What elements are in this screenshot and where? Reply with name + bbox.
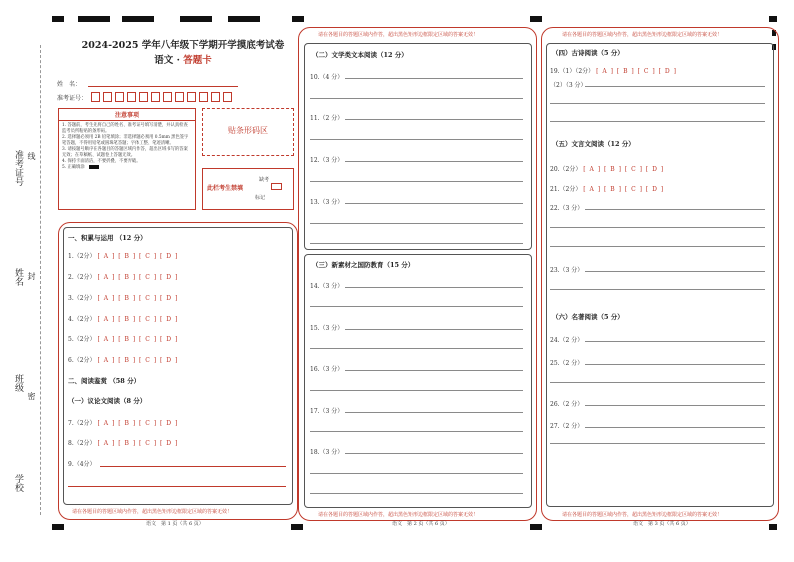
side-school-label: 学校 xyxy=(13,474,23,492)
side-seal-secret: 密 xyxy=(27,392,36,400)
timing-mark xyxy=(122,16,154,22)
section-1-title: 一、积累与运用 （12 分） xyxy=(68,234,147,242)
question-4[interactable]: 4.（2分） [ A ] [ B ] [ C ] [ D ] xyxy=(68,316,179,323)
answer-area-3 xyxy=(546,43,774,507)
absent-mark-2: 标记 xyxy=(255,195,266,201)
answer-line[interactable] xyxy=(550,121,765,122)
timing-mark xyxy=(228,16,260,22)
question-19-2: （2）（3 分） xyxy=(550,82,587,89)
section-2-title: 二、阅读鉴赏 （58 分） xyxy=(68,377,141,385)
absent-checkbox[interactable] xyxy=(271,183,282,190)
absent-mark-1: 缺考 xyxy=(259,177,270,183)
side-name-label: 姓名 xyxy=(13,268,23,286)
exam-title: 2024-2025 学年八年级下学期开学摸底考试卷 xyxy=(81,40,285,51)
notes-item-4: 4. 保持卡面清洁，不要折叠、不要弄破。 xyxy=(62,159,141,164)
answer-line[interactable] xyxy=(310,431,523,432)
answer-line[interactable] xyxy=(550,289,765,290)
answer-line[interactable] xyxy=(345,453,523,454)
id-digit-box[interactable] xyxy=(211,92,220,102)
answer-area-1 xyxy=(63,227,293,505)
id-digit-box[interactable] xyxy=(187,92,196,102)
answer-line[interactable] xyxy=(550,246,765,247)
question-25: 25.（2 分） xyxy=(550,360,584,367)
id-label: 准考证号： xyxy=(57,95,88,102)
timing-mark xyxy=(78,16,110,22)
timing-mark xyxy=(530,524,542,530)
answer-line[interactable] xyxy=(345,370,523,371)
question-22: 22.（3 分） xyxy=(550,205,584,212)
timing-mark xyxy=(769,16,777,22)
answer-line[interactable] xyxy=(310,181,523,182)
barcode-label: 贴条形码区 xyxy=(228,126,268,135)
question-16: 16.（3 分） xyxy=(310,366,344,373)
answer-area-2b xyxy=(304,254,532,508)
id-digit-box[interactable] xyxy=(223,92,232,102)
question-13: 13.（3 分） xyxy=(310,199,344,206)
question-2[interactable]: 2.（2分） [ A ] [ B ] [ C ] [ D ] xyxy=(68,274,179,281)
answer-line[interactable] xyxy=(585,405,765,406)
timing-mark xyxy=(180,16,212,22)
question-15: 15.（3 分） xyxy=(310,325,344,332)
answer-line[interactable] xyxy=(310,243,523,244)
page-footer-1: 语文 第 1 页（共 6 页） xyxy=(146,521,204,527)
question-9: 9.（4分） xyxy=(68,461,96,468)
answer-line[interactable] xyxy=(310,306,523,307)
side-class-label: 班级 xyxy=(13,374,23,392)
warning-text-3: 请在各题目的答题区域内作答，超出黑色矩形边框限定区域的答案无效！ xyxy=(562,32,723,38)
warning-text-2b: 请在各题目的答题区域内作答，超出黑色矩形边框限定区域的答案无效！ xyxy=(318,512,479,518)
answer-line[interactable] xyxy=(68,486,286,487)
warning-text-1: 请在各题目的答题区域内作答，超出黑色矩形边框限定区域的答案无效！ xyxy=(72,509,233,515)
section-4-title: （三）新素材之国防教育（15 分） xyxy=(312,261,415,269)
timing-mark xyxy=(292,16,304,22)
notes-item-1: 1. 答题前，考生先将自己的姓名、准考证号填写清楚，并认真检查监考员所粘贴的条形码。 xyxy=(62,123,188,134)
question-3[interactable]: 3.（2分） [ A ] [ B ] [ C ] [ D ] xyxy=(68,295,179,302)
question-17: 17.（3 分） xyxy=(310,408,344,415)
answer-line[interactable] xyxy=(550,103,765,104)
question-11: 11.（2 分） xyxy=(310,115,344,122)
id-digit-box[interactable] xyxy=(199,92,208,102)
answer-card-label: 答题卡 xyxy=(183,55,212,66)
question-18: 18.（3 分） xyxy=(310,449,344,456)
question-27: 27.（2 分） xyxy=(550,423,584,430)
question-5[interactable]: 5.（2分） [ A ] [ B ] [ C ] [ D ] xyxy=(68,336,179,343)
question-7[interactable]: 7.（2分） [ A ] [ B ] [ C ] [ D ] xyxy=(68,420,179,427)
timing-mark xyxy=(52,16,64,22)
timing-mark xyxy=(52,524,64,530)
question-23: 23.（3 分） xyxy=(550,267,584,274)
question-24: 24.（2 分） xyxy=(550,337,584,344)
answer-line[interactable] xyxy=(345,119,523,120)
absent-box xyxy=(202,168,294,210)
question-14: 14.（3 分） xyxy=(310,283,344,290)
question-1[interactable]: 1.（2分） [ A ] [ B ] [ C ] [ D ] xyxy=(68,253,179,260)
answer-line[interactable] xyxy=(310,473,523,474)
side-seal-seal: 封 xyxy=(27,272,36,280)
answer-line[interactable] xyxy=(310,390,523,391)
answer-line[interactable] xyxy=(345,287,523,288)
section-5-title: （四）古诗阅读（5 分） xyxy=(552,49,624,57)
binding-line xyxy=(40,45,41,515)
answer-line[interactable] xyxy=(585,364,765,365)
warning-text-3b: 请在各题目的答题区域内作答，超出黑色矩形边框限定区域的答案无效！ xyxy=(562,512,723,518)
answer-line[interactable] xyxy=(345,412,523,413)
answer-line[interactable] xyxy=(310,493,523,494)
question-10: 10.（4 分） xyxy=(310,74,344,81)
page-footer-3: 语文 第 3 页（共 6 页） xyxy=(633,521,691,527)
notes-item-3: 3. 请按题号顺序在各题目的答题区域内作答，超出区域书写的答案无效；在草稿纸、试题卷上答题无效。 xyxy=(62,147,188,158)
answer-line[interactable] xyxy=(345,203,523,204)
filled-sample-icon xyxy=(89,165,99,169)
answer-line[interactable] xyxy=(585,271,765,272)
notes-item-2: 2. 选择题必须用 2B 铅笔填涂；非选择题必须用 0.5mm 黑色签字笔答题，不得用铅笔或圆珠笔答题；字体工整、笔迹清晰。 xyxy=(62,135,189,146)
answer-line[interactable] xyxy=(585,86,765,87)
answer-line[interactable] xyxy=(345,78,523,79)
subsection-1-title: （一）议论文阅读（8 分） xyxy=(68,397,147,405)
answer-line[interactable] xyxy=(310,139,523,140)
id-digit-box[interactable] xyxy=(175,92,184,102)
section-7-title: （六）名著阅读（5 分） xyxy=(552,313,624,321)
answer-line[interactable] xyxy=(585,209,765,210)
answer-line[interactable] xyxy=(585,427,765,428)
notes-item-5-row xyxy=(59,165,195,171)
section-3-title: （二）文学类文本阅读（12 分） xyxy=(312,51,408,59)
side-id-label: 准考证号 xyxy=(13,150,23,186)
section-6-title: （五）文言文阅读（12 分） xyxy=(552,140,635,148)
notes-title: 注意事项 xyxy=(59,109,195,121)
answer-line[interactable] xyxy=(310,348,523,349)
name-field[interactable] xyxy=(88,86,238,87)
id-digit-box[interactable] xyxy=(139,92,148,102)
id-digit-box[interactable] xyxy=(115,92,124,102)
answer-line[interactable] xyxy=(310,223,523,224)
id-digit-box[interactable] xyxy=(163,92,172,102)
absent-label: 此栏考生禁填 xyxy=(207,185,244,192)
question-12: 12.（3 分） xyxy=(310,157,344,164)
answer-line[interactable] xyxy=(345,161,523,162)
answer-line[interactable] xyxy=(550,382,765,383)
answer-line[interactable] xyxy=(345,329,523,330)
page-footer-2: 语文 第 2 页（共 6 页） xyxy=(392,521,450,527)
side-seal-line: 线 xyxy=(27,152,36,160)
question-19-1[interactable]: 19.（1）（2分） [ A ] [ B ] [ C ] [ D ] xyxy=(550,68,677,75)
answer-line[interactable] xyxy=(310,98,523,99)
question-21[interactable]: 21.（2分） [ A ] [ B ] [ C ] [ D ] xyxy=(550,186,665,193)
exam-subtitle xyxy=(68,52,298,66)
answer-line[interactable] xyxy=(100,466,286,467)
answer-line[interactable] xyxy=(550,443,765,444)
id-digit-box[interactable] xyxy=(103,92,112,102)
name-label: 姓 名： xyxy=(57,81,82,88)
id-digit-box[interactable] xyxy=(151,92,160,102)
question-20[interactable]: 20.（2分） [ A ] [ B ] [ C ] [ D ] xyxy=(550,166,665,173)
answer-line[interactable] xyxy=(550,227,765,228)
timing-mark xyxy=(530,16,542,22)
notes-item-5: 5. 正确填涂 xyxy=(62,165,85,170)
timing-mark xyxy=(769,524,777,530)
question-6[interactable]: 6.（2分） [ A ] [ B ] [ C ] [ D ] xyxy=(68,357,179,364)
barcode-area xyxy=(202,108,294,156)
warning-text-2: 请在各题目的答题区域内作答，超出黑色矩形边框限定区域的答案无效！ xyxy=(318,32,479,38)
question-26: 26.（2 分） xyxy=(550,401,584,408)
question-8[interactable]: 8.（2分） [ A ] [ B ] [ C ] [ D ] xyxy=(68,440,179,447)
subject-label: 语文 · xyxy=(154,55,184,66)
id-digit-box[interactable] xyxy=(127,92,136,102)
notes-box xyxy=(58,108,196,210)
timing-mark xyxy=(291,524,303,530)
answer-line[interactable] xyxy=(585,341,765,342)
id-digit-box[interactable] xyxy=(91,92,100,102)
